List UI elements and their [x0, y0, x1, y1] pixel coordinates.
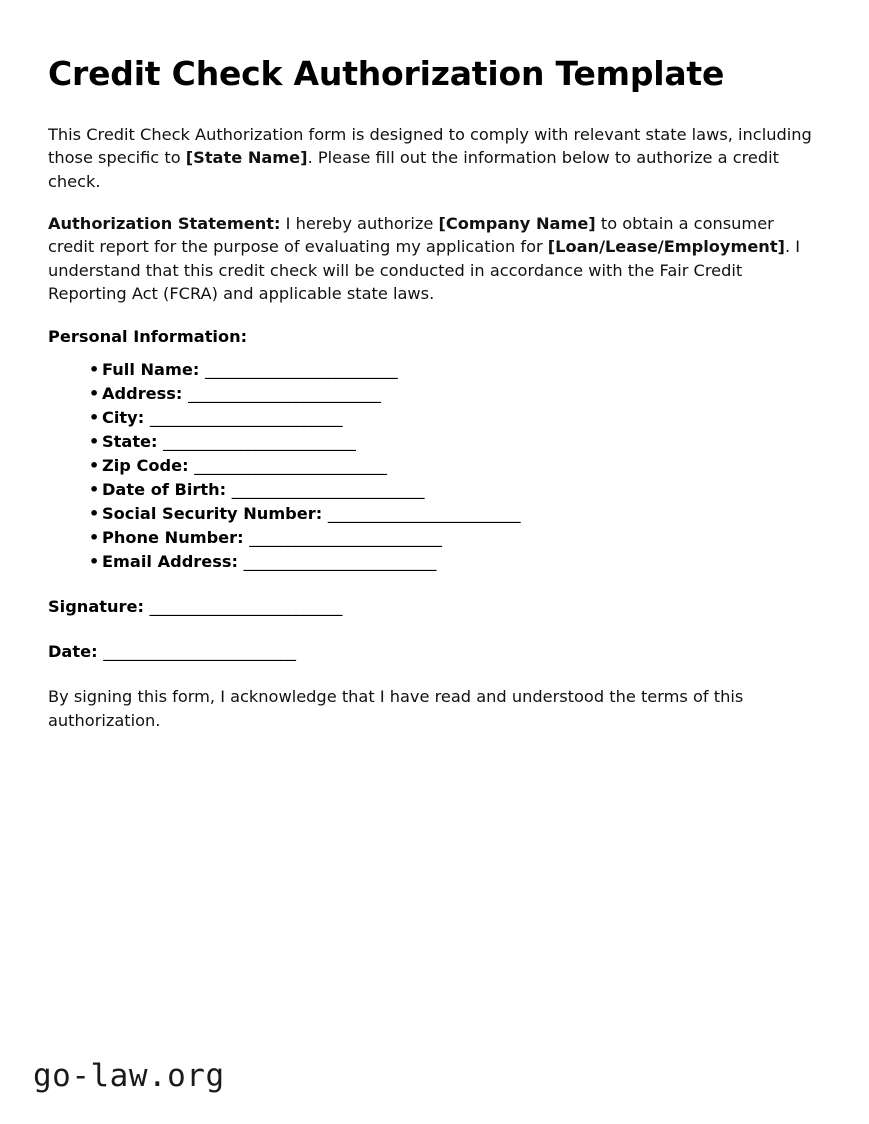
acknowledgement-paragraph: By signing this form, I acknowledge that I have read and understood the terms of this authorization.	[48, 687, 744, 730]
list-item	[89, 430, 818, 454]
list-item	[89, 550, 818, 574]
signature-blank[interactable]: _________________________	[149, 596, 342, 616]
field-label-state: State:	[102, 432, 158, 452]
field-label-zip-code: Zip Code:	[102, 456, 189, 476]
field-blank-full-name[interactable]: _________________________	[204, 360, 398, 380]
document-content	[48, 56, 818, 751]
field-blank-phone-number[interactable]: _________________________	[249, 528, 442, 548]
signature-label: Signature:	[48, 596, 144, 616]
field-blank-email-address[interactable]: _________________________	[243, 552, 436, 571]
intro-text-part-2: . Please fill out the information below to authorize a credit check.	[48, 148, 780, 191]
field-label-address: Address:	[102, 384, 183, 404]
field-blank-address[interactable]: _________________________	[188, 384, 381, 404]
field-label-full-name: Full Name:	[102, 360, 200, 380]
authorization-statement-label: Authorization Statement:	[48, 213, 281, 233]
field-label-phone-number: Phone Number:	[102, 528, 244, 548]
list-item	[89, 382, 818, 406]
list-item	[89, 478, 818, 502]
field-blank-city[interactable]: _________________________	[149, 408, 343, 428]
footer-watermark: go-law.org	[33, 1058, 225, 1094]
purpose-placeholder: [Loan/Lease/Employment]	[547, 237, 785, 257]
date-label: Date:	[48, 641, 98, 661]
intro-text-part-1: This Credit Check Authorization form is designed to comply with relevant state laws, including those specific to	[48, 124, 812, 168]
intro-paragraph	[48, 123, 816, 193]
list-item	[89, 358, 818, 382]
personal-information-field-list	[48, 358, 818, 574]
field-label-date-of-birth: Date of Birth:	[102, 480, 227, 500]
field-blank-zip-code[interactable]: _________________________	[194, 456, 387, 476]
field-blank-social-security-number[interactable]: _________________________	[327, 504, 521, 524]
list-item	[89, 502, 818, 526]
authorization-statement-paragraph	[48, 212, 816, 305]
list-item	[89, 454, 818, 478]
list-item	[89, 406, 818, 430]
field-label-social-security-number: Social Security Number:	[102, 504, 323, 524]
signature-row	[48, 596, 818, 619]
field-blank-date-of-birth[interactable]: _________________________	[231, 480, 425, 500]
field-label-city: City:	[102, 408, 145, 428]
page-title: Credit Check Authorization Template	[48, 54, 725, 93]
authorization-text-part-2: to obtain a consumer credit report for the purpose of evaluating my application for	[48, 213, 774, 257]
field-blank-state[interactable]: _________________________	[163, 432, 356, 452]
authorization-text-part-3: . I understand that this credit check will be conducted in accordance with the Fair Credit Reporting Act (FCRA) and applicable state laws.	[48, 237, 801, 303]
list-item	[89, 526, 818, 550]
company-name-placeholder: [Company Name]	[438, 213, 596, 233]
field-label-email-address: Email Address:	[102, 552, 238, 571]
date-row	[48, 641, 818, 664]
personal-information-heading: Personal Information:	[48, 327, 248, 347]
date-blank[interactable]: _________________________	[103, 641, 296, 661]
state-name-placeholder: [State Name]	[185, 148, 308, 168]
authorization-text-part-1: I hereby authorize	[280, 213, 439, 233]
